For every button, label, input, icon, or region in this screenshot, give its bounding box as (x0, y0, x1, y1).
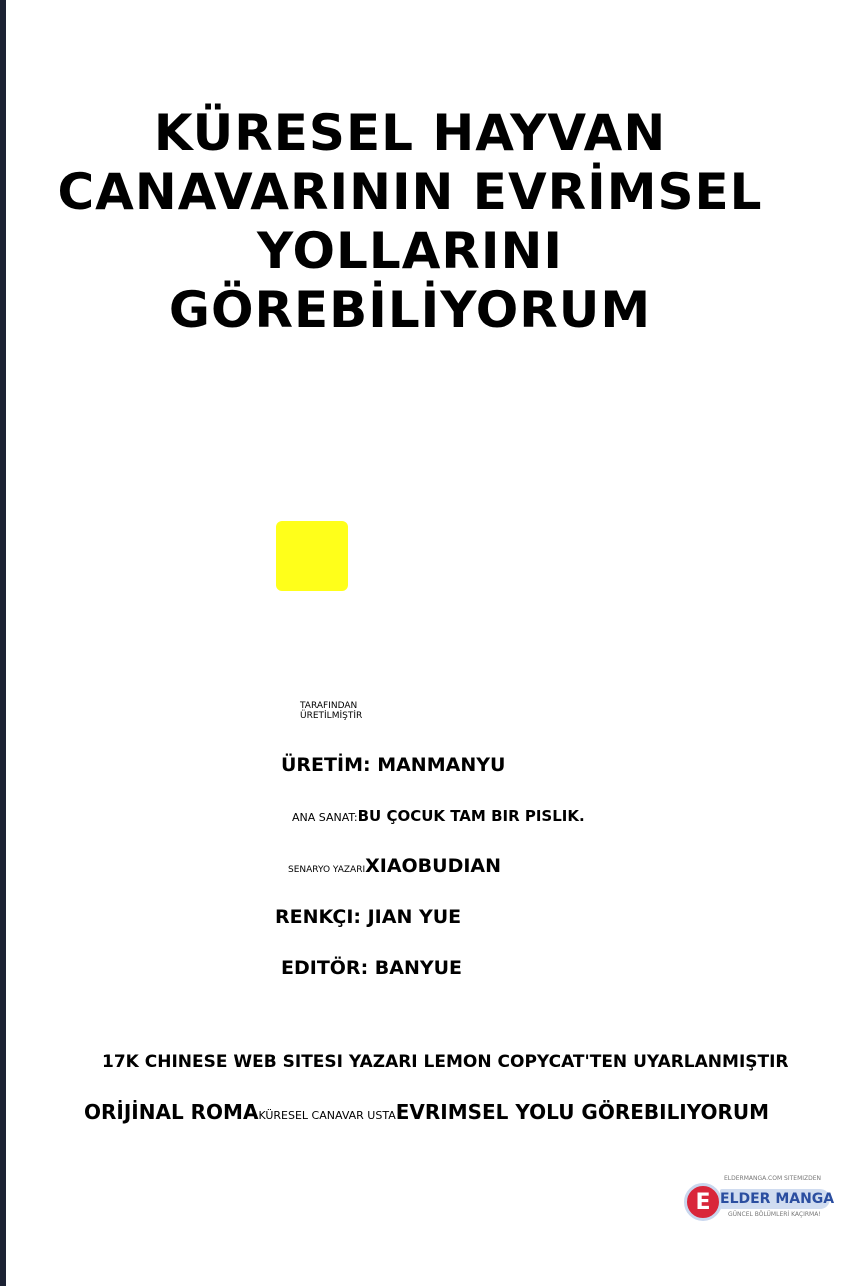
watermark-e-badge-icon: E (684, 1183, 722, 1221)
title-line-3: YOLLARINI (257, 222, 563, 280)
publisher-logo-square (276, 521, 348, 591)
watermark-subtext: GÜNCEL BÖLÜMLERİ KAÇIRMA! (728, 1211, 821, 1218)
produced-by-label (300, 701, 362, 721)
comic-title (40, 104, 780, 340)
produced-by-line-2: ÜRETİLMİŞTİR (300, 711, 363, 721)
original-novel-credit (84, 1100, 769, 1124)
art-credit (292, 806, 585, 825)
watermark-top-text: ELDERMANGA.COM SITEMIZDEN (724, 1175, 822, 1182)
production-credit: ÜRETİM: MANMANYU (281, 754, 506, 776)
art-value: BU ÇOCUK TAM BIR PISLIK. (357, 807, 585, 825)
left-edge-bar (0, 0, 6, 1286)
art-label: ANA SANAT: (292, 811, 358, 824)
script-credit (288, 855, 501, 877)
original-part-b: KÜRESEL CANAVAR USTA (258, 1109, 396, 1122)
script-value: XIAOBUDIAN (365, 855, 502, 877)
original-part-c: EVRIMSEL YOLU GÖREBILIYORUM (395, 1100, 770, 1124)
editor-credit: EDITÖR: BANYUE (281, 957, 463, 979)
script-label: SENARYO YAZARI (288, 865, 366, 875)
elder-manga-watermark (684, 1175, 835, 1225)
original-part-a: ORİJİNAL ROMA (84, 1100, 259, 1124)
watermark-name: ELDER MANGA (720, 1191, 835, 1207)
title-line-1: KÜRESEL HAYVAN (153, 104, 667, 162)
title-line-2: CANAVARININ EVRİMSEL (57, 163, 763, 221)
produced-by-line-1: TARAFINDAN (300, 701, 358, 711)
colorist-credit: RENKÇI: JIAN YUE (275, 906, 462, 928)
adaptation-credit: 17K CHINESE WEB SITESI YAZARI LEMON COPYCAT'TEN UYARLANMIŞTIR (102, 1052, 789, 1072)
title-line-4: GÖREBİLİYORUM (168, 281, 652, 339)
